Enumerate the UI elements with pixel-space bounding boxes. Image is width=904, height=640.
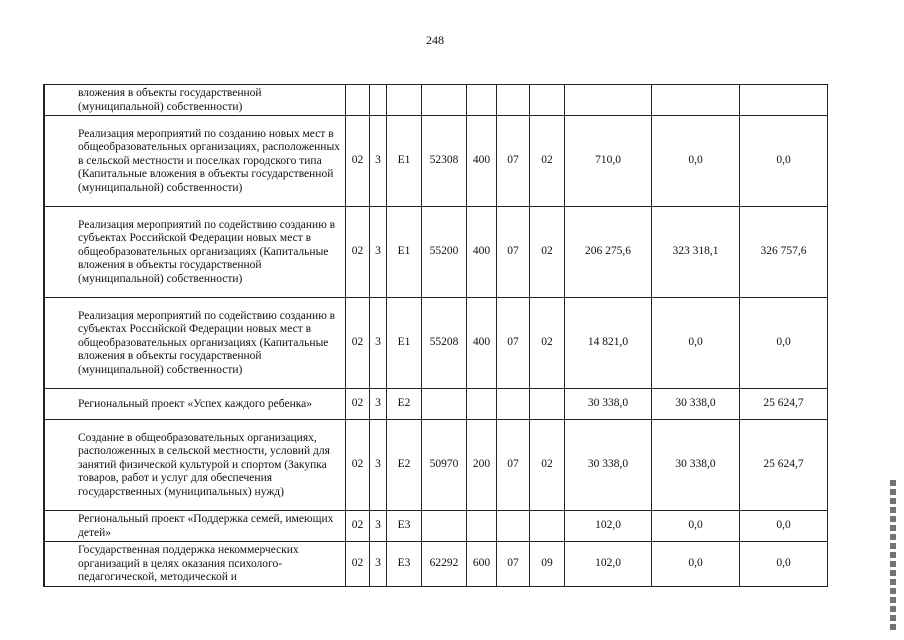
value-year-3: [740, 85, 828, 116]
value-year-1: 206 275,6: [565, 207, 652, 298]
table-row: [44, 85, 828, 116]
cell-gp: 02: [346, 389, 370, 420]
cell-rz: 07: [497, 542, 530, 587]
item-name: Государственная поддержка некоммерческих организаций в целях оказания психолого-педагогической, методической и: [45, 542, 346, 587]
cell-vr: [467, 85, 497, 116]
value-year-3: 25 624,7: [740, 389, 828, 420]
table-row: [44, 389, 828, 420]
item-name: Региональный проект «Поддержка семей, имеющих детей»: [45, 511, 346, 542]
table-row: [44, 298, 828, 389]
cell-gp: 02: [346, 511, 370, 542]
value-year-3: 0,0: [740, 116, 828, 207]
item-name: Региональный проект «Успех каждого ребенка»: [45, 389, 346, 420]
value-year-1: 102,0: [565, 511, 652, 542]
item-name: Реализация мероприятий по созданию новых мест в общеобразовательных организациях, расположенных в сельской местности и поселках городского типа (Капитальные вложения в объекты государственной (муниципальной) собственности): [45, 116, 346, 207]
cell-code: 50970: [422, 420, 467, 511]
cell-pgp: 3: [370, 542, 387, 587]
table-row: [44, 420, 828, 511]
cell-osm: E3: [387, 542, 422, 587]
cell-vr: 400: [467, 207, 497, 298]
cell-gp: 02: [346, 207, 370, 298]
item-name: Реализация мероприятий по содействию созданию в субъектах Российской Федерации новых мест в общеобразовательных организациях (Капитальные вложения в объекты государственной (муниципальной) собственности): [45, 207, 346, 298]
value-year-2: 0,0: [652, 298, 740, 389]
cell-osm: [387, 85, 422, 116]
cell-gp: 02: [346, 420, 370, 511]
value-year-1: [565, 85, 652, 116]
cell-rz: [497, 85, 530, 116]
cell-pgp: 3: [370, 298, 387, 389]
cell-rz: [497, 511, 530, 542]
cell-rz: 07: [497, 116, 530, 207]
item-name: вложения в объекты государственной (муниципальной) собственности): [45, 85, 346, 116]
value-year-2: 0,0: [652, 511, 740, 542]
cell-pgp: 3: [370, 207, 387, 298]
table-row: [44, 116, 828, 207]
cell-vr: 400: [467, 298, 497, 389]
cell-osm: E2: [387, 420, 422, 511]
value-year-1: 14 821,0: [565, 298, 652, 389]
cell-gp: 02: [346, 116, 370, 207]
cell-gp: 02: [346, 298, 370, 389]
cell-osm: E1: [387, 116, 422, 207]
page-number: 248: [426, 33, 444, 47]
cell-pr: 02: [530, 207, 565, 298]
item-name: Реализация мероприятий по содействию созданию в субъектах Российской Федерации новых мест в общеобразовательных организациях (Капитальные вложения в объекты государственной (муниципальной) собственности): [45, 298, 346, 389]
value-year-2: [652, 85, 740, 116]
cell-gp: [346, 85, 370, 116]
cell-pr: 09: [530, 542, 565, 587]
value-year-2: 0,0: [652, 542, 740, 587]
value-year-3: 25 624,7: [740, 420, 828, 511]
cell-osm: E1: [387, 207, 422, 298]
value-year-1: 710,0: [565, 116, 652, 207]
cell-rz: 07: [497, 420, 530, 511]
item-name: Создание в общеобразовательных организациях, расположенных в сельской местности, условий для занятий физической культурой и спортом (Закупка товаров, работ и услуг для обеспечения государственных (муниципальных) нужд): [45, 420, 346, 511]
value-year-2: 0,0: [652, 116, 740, 207]
cell-rz: 07: [497, 207, 530, 298]
cell-vr: [467, 389, 497, 420]
value-year-2: 323 318,1: [652, 207, 740, 298]
value-year-3: 0,0: [740, 511, 828, 542]
value-year-2: 30 338,0: [652, 420, 740, 511]
table-row: [44, 511, 828, 542]
cell-vr: 200: [467, 420, 497, 511]
value-year-1: 30 338,0: [565, 420, 652, 511]
value-year-3: 0,0: [740, 298, 828, 389]
cell-pr: [530, 85, 565, 116]
cell-rz: [497, 389, 530, 420]
cell-pgp: 3: [370, 389, 387, 420]
cell-code: 62292: [422, 542, 467, 587]
cell-pgp: 3: [370, 420, 387, 511]
cell-pr: 02: [530, 116, 565, 207]
cell-pgp: 3: [370, 511, 387, 542]
cell-pr: 02: [530, 298, 565, 389]
cell-osm: E1: [387, 298, 422, 389]
cell-gp: 02: [346, 542, 370, 587]
cell-rz: 07: [497, 298, 530, 389]
cell-osm: E3: [387, 511, 422, 542]
budget-table: [43, 84, 828, 587]
cell-vr: [467, 511, 497, 542]
cell-code: 52308: [422, 116, 467, 207]
cell-vr: 400: [467, 116, 497, 207]
cell-vr: 600: [467, 542, 497, 587]
value-year-2: 30 338,0: [652, 389, 740, 420]
cell-code: [422, 85, 467, 116]
value-year-3: 0,0: [740, 542, 828, 587]
table-row: [44, 542, 828, 587]
table-row: [44, 207, 828, 298]
cell-pr: [530, 511, 565, 542]
value-year-3: 326 757,6: [740, 207, 828, 298]
cell-pr: 02: [530, 420, 565, 511]
cell-osm: E2: [387, 389, 422, 420]
value-year-1: 102,0: [565, 542, 652, 587]
cell-pr: [530, 389, 565, 420]
cell-pgp: 3: [370, 116, 387, 207]
scan-edge-mark: [890, 480, 896, 630]
cell-pgp: [370, 85, 387, 116]
cell-code: 55200: [422, 207, 467, 298]
value-year-1: 30 338,0: [565, 389, 652, 420]
cell-code: 55208: [422, 298, 467, 389]
cell-code: [422, 389, 467, 420]
cell-code: [422, 511, 467, 542]
